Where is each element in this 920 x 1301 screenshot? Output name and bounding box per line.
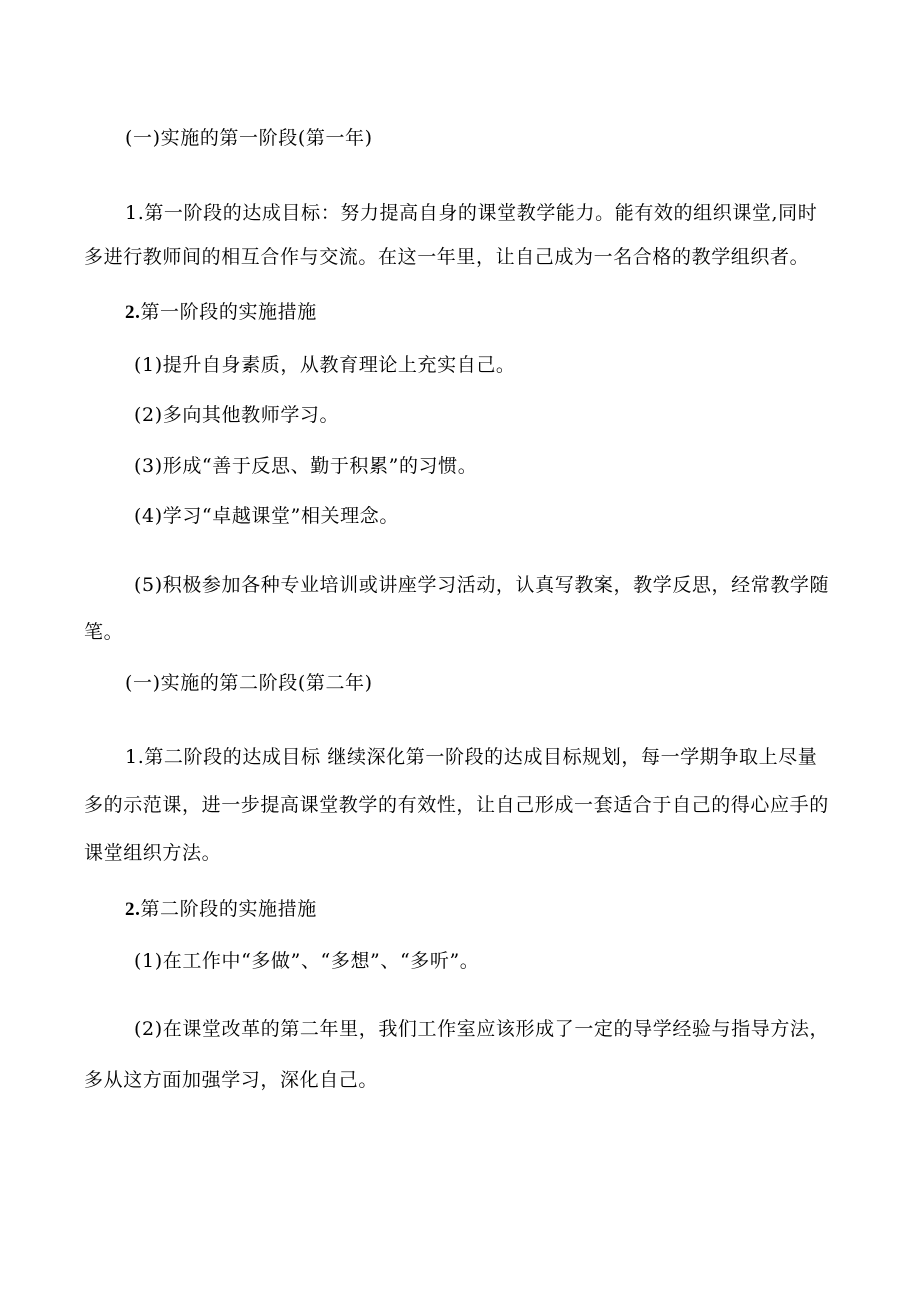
stage2-measures-number: 2. — [125, 899, 141, 920]
stage1-item-5-line1: (5)积极参加各种专业培训或讲座学习活动，认真写教案，教学反思，经常教学随 — [134, 574, 830, 596]
stage2-item-2-line2: 多从这方面加强学习，深化自己。 — [84, 1069, 379, 1091]
stage1-measures-number: 2. — [125, 302, 141, 323]
stage2-item-1: (1)在工作中“多做”、“多想”、“多听”。 — [134, 950, 480, 972]
stage1-goal-line1: 1.第一阶段的达成目标：努力提高自身的课堂教学能力。能有效的组织课堂,同时 — [125, 202, 818, 224]
stage1-item-3: (3)形成“善于反思、勤于积累”的习惯。 — [134, 455, 478, 477]
stage2-goal-line1: 1.第二阶段的达成目标 继续深化第一阶段的达成目标规划，每一学期争取上尽量 — [125, 746, 818, 768]
stage2-measures-title: 第二阶段的实施措施 — [140, 898, 317, 920]
stage1-item-4: (4)学习“卓越课堂”相关理念。 — [134, 505, 399, 527]
stage1-measures-title: 第一阶段的实施措施 — [140, 301, 317, 323]
stage1-item-1: (1)提升自身素质，从教育理论上充实自己。 — [134, 354, 516, 376]
stage1-goal-line2: 多进行教师间的相互合作与交流。在这一年里，让自己成为一名合格的教学组织者。 — [84, 246, 810, 268]
stage2-goal-line2: 多的示范课，进一步提高课堂教学的有效性，让自己形成一套适合于自己的得心应手的 — [84, 794, 829, 816]
stage2-goal-line3: 课堂组织方法。 — [84, 842, 222, 864]
stage1-item-5-line2: 笔。 — [84, 621, 124, 643]
stage1-measures-heading — [125, 300, 317, 325]
stage2-heading: (一)实施的第二阶段(第二年) — [125, 672, 373, 694]
stage1-item-2: (2)多向其他教师学习。 — [134, 404, 340, 426]
stage2-item-2-line1: (2)在课堂改革的第二年里，我们工作室应该形成了一定的导学经验与指导方法， — [134, 1018, 830, 1040]
stage2-measures-heading — [125, 897, 317, 922]
stage1-heading: (一)实施的第一阶段(第一年) — [125, 127, 373, 149]
